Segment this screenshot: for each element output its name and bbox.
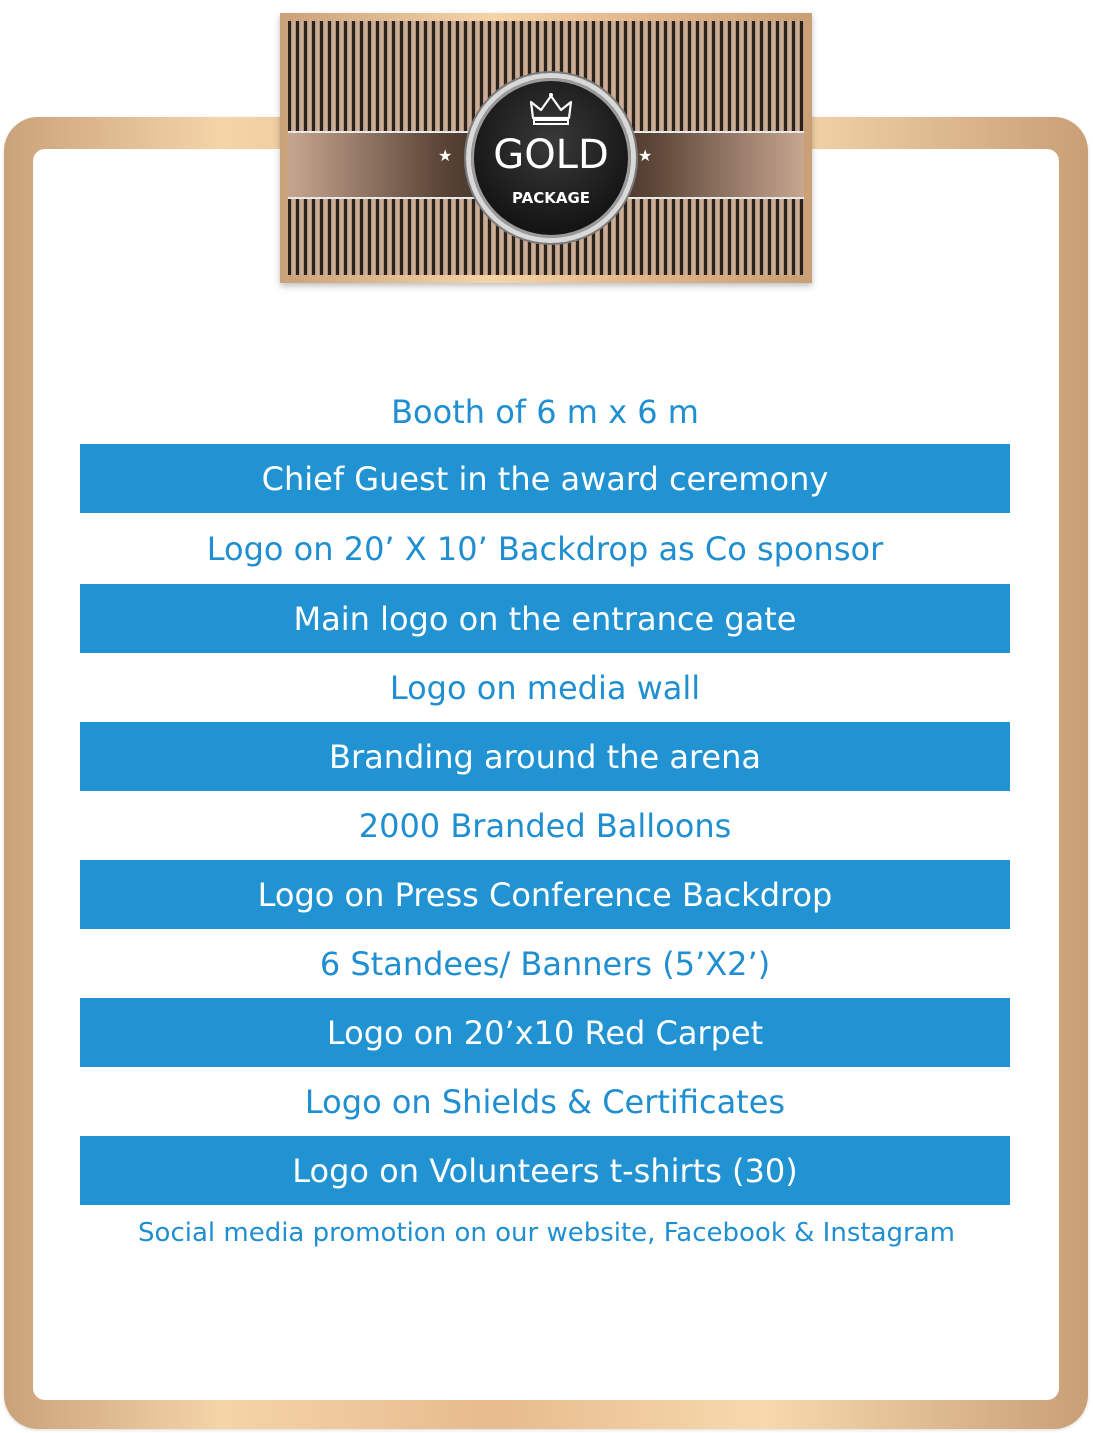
feature-label: Main logo on the entrance gate [293, 599, 797, 638]
star-icon: ★ [638, 146, 653, 165]
feature-item [80, 998, 1010, 1067]
feature-label: Logo on media wall [389, 668, 701, 707]
feature-item [80, 860, 1010, 929]
badge-emblem [466, 73, 636, 243]
feature-label: Chief Guest in the award ceremony [261, 459, 829, 498]
feature-item [80, 444, 1010, 513]
feature-item [80, 380, 1010, 444]
badge-stripes [288, 21, 804, 275]
feature-item [80, 929, 1010, 998]
feature-item [80, 513, 1010, 584]
feature-label: Branding around the arena [329, 737, 761, 776]
feature-label: Logo on 20’x10 Red Carpet [326, 1013, 764, 1052]
crown-icon [529, 92, 573, 128]
star-icon: ★ [438, 146, 453, 165]
feature-label: Logo on Press Conference Backdrop [257, 875, 833, 914]
feature-item [80, 584, 1010, 653]
feature-label: Logo on Shields & Certificates [304, 1082, 786, 1121]
feature-label: Logo on Volunteers t-shirts (30) [292, 1151, 798, 1190]
feature-label: 2000 Branded Balloons [358, 806, 732, 845]
gold-package-badge [280, 13, 812, 283]
feature-item [80, 653, 1010, 722]
feature-item [80, 791, 1010, 860]
badge-title: GOLD [493, 132, 609, 178]
badge-subtitle: PACKAGE [511, 189, 591, 207]
feature-item [80, 1136, 1010, 1205]
feature-label: 6 Standees/ Banners (5’X2’) [319, 944, 771, 983]
feature-item [80, 722, 1010, 791]
package-features-list [80, 380, 1010, 1205]
feature-label: Booth of 6 m x 6 m [391, 393, 699, 431]
feature-item [80, 1067, 1010, 1136]
social-media-note: Social media promotion on our website, Facebook & Instagram [138, 1218, 955, 1248]
feature-label: Logo on 20’ X 10’ Backdrop as Co sponsor [206, 529, 884, 568]
